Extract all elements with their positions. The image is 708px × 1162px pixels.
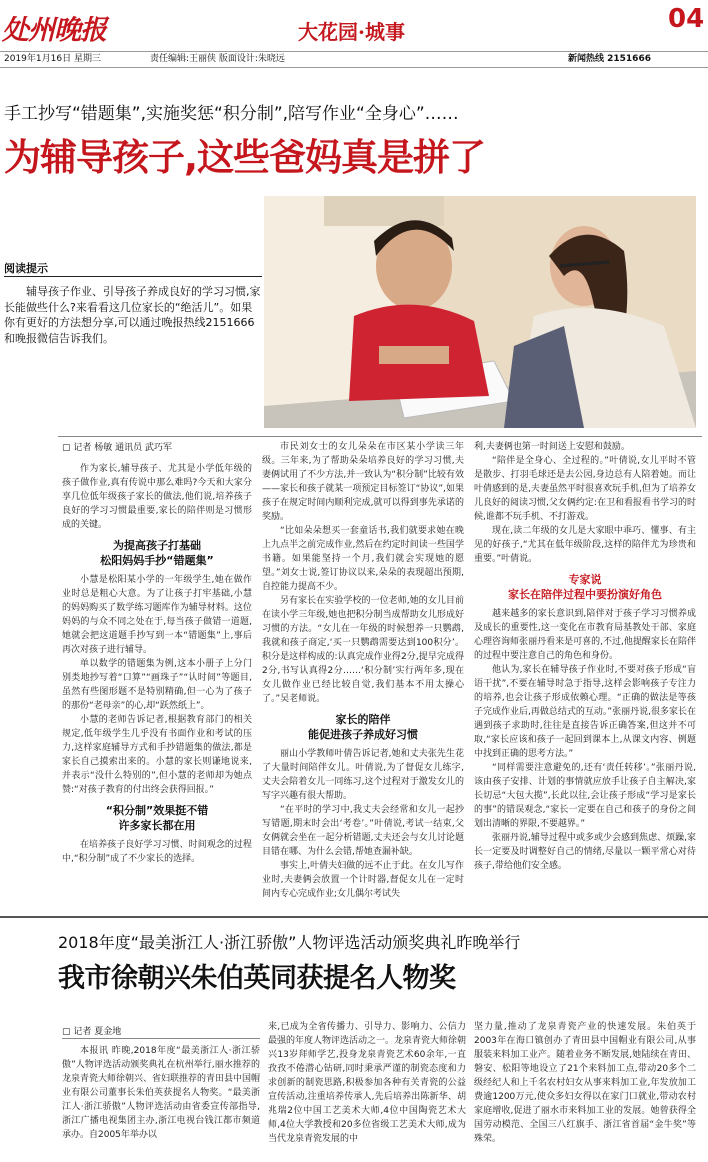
paragraph: 本报讯 昨晚,2018年度“最美浙江人·浙江骄傲”人物评选活动颁奖典礼在杭州举行,丽水推荐的龙泉青瓷大师徐朝兴、省妇联推荐的青田县中国帽业有限公司董事长朱伯英获提名人物奖。“最美浙江人·浙江骄傲”人物评选活动由省委宣传部指导,浙江广播电视集团主办,浙江电视台钱江都市频道承办。自2005年举办以	[62, 1046, 260, 1140]
paragraph: 市民刘女士的女儿朵朵在市区某小学读三年级。三年来,为了帮助朵朵培养良好的学习习惯,夫妻俩试用了不少方法,并一致认为“积分制”比较有效——家长和孩子就某一项预定目标签订“协议”,如果孩子在规定时间内顺利完成,就可以得到事先承诺的奖励。	[262, 442, 464, 522]
story-divider	[0, 916, 708, 918]
reading-tip-label: 阅读提示	[4, 262, 48, 275]
subheading: 为提高孩子打基础 松阳妈妈手抄“错题集”	[100, 539, 214, 567]
paragraph: 越来越多的家长意识到,陪伴对于孩子学习习惯养成及成长的重要性,这一变化在市教育局基教处干部、家庭心理咨询师张丽丹看来是可喜的,不过,他提醒家长在陪伴的过程中要注意自己的角色和身份。	[474, 609, 696, 661]
paragraph: 单以数学的错题集为例,这本小册子上分门别类地抄写着“口算”“画珠子”“认时间”等题目,虽然有些图形题不是特别精确,但一心为了孩子的那份“老母亲”的心,却“跃然纸上”。	[62, 659, 252, 711]
page-number: 04	[668, 4, 705, 34]
reading-tip-rule	[4, 276, 262, 277]
byline-rule	[62, 1038, 260, 1039]
photo-illustration	[264, 196, 696, 428]
paragraph: 现在,读二年级的女儿是大家眼中乖巧、懂事、有主见的好孩子,“尤其在低年级阶段,这样的陪伴尤为珍贵和重要。”叶倩说。	[474, 526, 696, 564]
second-kicker: 2018年度“最美浙江人·浙江骄傲”人物评选活动颁奖典礼昨晚举行	[58, 933, 521, 952]
section-title: 大花园·城事	[298, 20, 405, 44]
lead-byline: ▢ 记者 杨敏 通讯员 武巧军	[62, 443, 172, 453]
lead-headline: 为辅导孩子,这些爸妈真是拼了	[4, 136, 486, 179]
story-top-rule	[58, 436, 702, 437]
paragraph: 在培养孩子良好学习习惯、时间观念的过程中,“积分制”成了不少家长的选择。	[62, 840, 252, 864]
paragraph: “同样需要注意避免的,还有‘责任转移’。”张丽丹说,该由孩子安排、计划的事情就应放手让孩子自主解决,家长切忌“大包大揽”,长此以往,会让孩子形成“学习是家长的事”的错误观念,“家长一定要在自己和孩子的身份之间划出清晰的界限,不要越界。”	[474, 763, 696, 829]
paragraph: 小慧是松阳某小学的一年级学生,她在做作业时总是粗心大意。为了让孩子打牢基础,小慧的妈妈购买了数学练习题库作为辅导材料。这位妈妈的与众不同之处在于,每当孩子做错一道题,她就会把这道题手抄写到一本“错题集”上,事后再次对孩子进行辅导。	[62, 575, 252, 655]
second-column-1	[62, 1044, 260, 1158]
paragraph: 他认为,家长在辅导孩子作业时,不要对孩子形成“盲语干扰”,不要在辅导时急于指导,这样会影响孩子专注力的培养,也会让孩子形成依赖心理。“正确的做法是等孩子完成作业后,再做总结式的互动。”张丽丹说,很多家长在遇到孩子求助时,往往是直接告诉正确答案,但这并不可取,“家长应该和孩子一起回到课本上,从课文内容、例题中找到正确的思考方法。”	[474, 665, 696, 759]
paragraph: 另有家长在实验学校的一位老师,她的女儿目前在读小学三年级,她也把积分制当成帮助女儿形成好习惯的方法。“女儿在一年级的时候想养一只鹦鹉,我就和孩子商定,‘买一只鹦鹉需要达到100积分’。积分是这样构成的:认真完成作业得2分,提早完成得2分,书写认真得2分……‘积分制’实行两年多,现在女儿做作业已经比较自觉,我们基本不用太操心了。”吴老师说。	[262, 596, 464, 704]
news-hotline: 新闻热线 2151666	[568, 54, 651, 64]
lead-photo	[264, 196, 696, 428]
reading-tip-text: 辅导孩子作业、引导孩子养成良好的学习习惯,家长能做些什么?来看看这几位家长的“绝活儿”。如果你有更好的方法想分享,可以通过晚报热线2151666和晚报微信告诉我们。	[4, 285, 261, 345]
second-byline: ▢ 记者 夏金地	[62, 1027, 122, 1037]
paragraph: 丽山小学教师叶倩告诉记者,她和丈夫张先生花了大量时间陪伴女儿。叶倩说,为了督促女儿练字,丈夫会陪着女儿一同练习,这个过程对于激发女儿的写字兴趣有很大帮助。	[262, 749, 464, 801]
subheading: 家长的陪伴 能促进孩子养成好习惯	[308, 713, 418, 741]
paragraph: 张丽丹说,辅导过程中或多或少会感到焦虑、烦躁,家长一定要及时调整好自己的情绪,尽量以一颗平常心对待孩子,带给他们安全感。	[474, 833, 696, 871]
second-column-2	[268, 1020, 466, 1158]
editor-credits: 责任编辑:王丽侠 版面设计:朱晓远	[150, 54, 285, 64]
paragraph: “陪伴是全身心、全过程的。”叶倩说,女儿平时不管是散步、打羽毛球还是去公园,身边总有人陪着她。而让叶倩感到的是,夫妻虽然平时很喜欢玩手机,但为了培养女儿良好的阅读习惯,父女俩约定:在卫和看报看书学习的时候,谁都不玩手机、不打游戏。	[474, 456, 696, 522]
paragraph: 利,夫妻俩也第一时间送上安慰和鼓励。	[474, 442, 630, 452]
second-headline: 我市徐朝兴朱伯英同获提名人物奖	[58, 963, 456, 994]
header-bar	[0, 51, 708, 68]
paragraph: 作为家长,辅导孩子、尤其是小学低年级的孩子做作业,真有传说中那么难吗?今天和大家分享几位低年级孩子家长的做法,他们说,培养孩子良好的学习习惯最重要,家长的陪伴则是习惯形成的关键。	[62, 464, 252, 530]
lead-column-3	[474, 440, 696, 908]
subheading: “积分制”效果挺不错 许多家长都在用	[105, 804, 209, 832]
paragraph: 来,已成为全省传播力、引导力、影响力、公信力最强的年度人物评选活动之一。龙泉青瓷大师徐朝兴13岁拜师学艺,投身龙泉青瓷艺术60余年,一直孜孜不倦潜心钻研,同时秉承严谨的制瓷态度和力求创新的制瓷思路,积极参加各种有关青瓷的公益宣传活动,注重培养传承人,先后培养出陈新华、胡兆瑞2位中国工艺美术大师,4位中国陶瓷艺术大师,4位大学教授和20多位省级工艺美术大师,成为当代龙泉青瓷发展的中	[268, 1022, 466, 1144]
lead-column-1	[62, 462, 252, 907]
second-column-3	[474, 1020, 696, 1158]
paragraph: “比如朵朵想买一套童话书,我们就要求她在晚上九点半之前完成作业,然后在约定时间读一些国学书籍。如果能坚持一个月,我们就会实现她的愿望。”刘女士说,签订协议以来,朵朵的表现超出预期,自控能力提高不少。	[262, 526, 464, 592]
paragraph: 事实上,叶倩夫妇做的远不止于此。在女儿写作业时,夫妻俩会放置一个计时器,督促女儿在一定时间内专心完成作业;女儿偶尔考试失	[262, 861, 464, 899]
lead-column-2	[262, 440, 464, 908]
paragraph: “在平时的学习中,我丈夫会经常和女儿一起抄写错题,期末时会出‘考卷’。”叶倩说,考试一结束,父女俩就会坐在一起分析错题,丈夫还会与女儿讨论题目错在哪、为什么会错,帮她查漏补缺。	[262, 805, 464, 857]
newspaper-logo: 处州晚报	[2, 15, 106, 46]
paragraph: 坚力量,推动了龙泉青瓷产业的快速发展。朱伯英于2003年在海口镇创办了青田县中国帽业有限公司,从事服装来料加工业产。随着业务不断发展,她陆续在青田、磐安、松阳等地设立了21个来料加工点,带动20多个二级经纪人和上千名农村妇女从事来料加工业,年发放加工费逾1200万元,使众多妇女得以在家门口就业,带动农村家庭增收,促进了丽水市来料加工业的发展。她曾获得全国劳动模范、全国三八红旗手、浙江省首届“金牛奖”等殊荣。	[474, 1022, 696, 1144]
lead-kicker: 手工抄写“错题集”,实施奖惩“积分制”,陪写作业“全身心”……	[4, 104, 459, 124]
issue-date: 2019年1月16日 星期三	[4, 54, 101, 64]
subheading: 专家说 家长在陪伴过程中要扮演好角色	[508, 573, 662, 601]
paragraph: 小慧的老师告诉记者,根据教育部门的相关规定,低年级学生几乎没有书面作业和考试的压力,这样家庭辅导方式和手抄错题集的做法,都是家长自己摸索出来的。小慧的家长则谦地说来,并表示“没什么特别的”,但小慧的老师却为她点赞:“对孩子教育的付出终会获得回报。”	[62, 715, 252, 795]
